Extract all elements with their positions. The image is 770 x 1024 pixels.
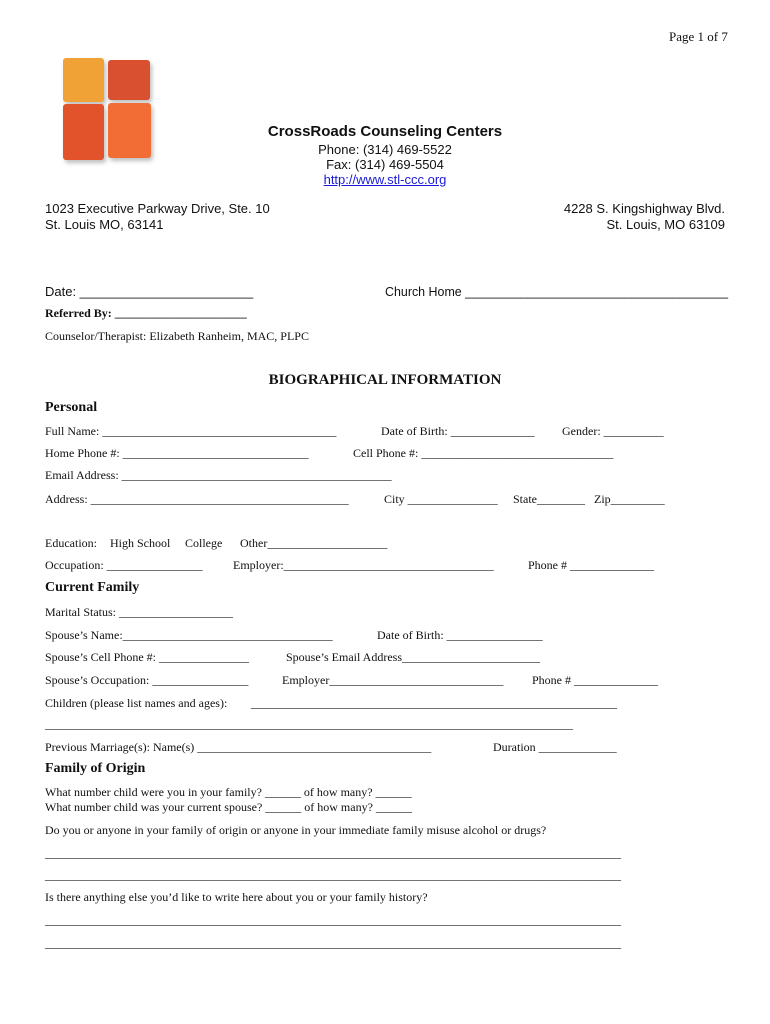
spouse-cell-phone-field[interactable]: Spouse’s Cell Phone #: _______________ [45, 650, 250, 664]
spouse-phone-field[interactable]: Phone # ______________ [532, 673, 658, 687]
education-other-field[interactable]: Other____________________ [240, 536, 388, 550]
logo-tile-red [108, 60, 150, 100]
zip-field[interactable]: Zip_________ [594, 492, 665, 506]
child-number-spouse-field[interactable]: What number child was your current spouse? ______ of how many? ______ [45, 800, 412, 814]
family-history-question: Is there anything else you’d like to write here about you or your family history? [45, 890, 428, 904]
church-home-field[interactable]: Church Home ______________________________________ [385, 284, 729, 299]
alcohol-question: Do you or anyone in your family of origin or anyone in your immediate family misuse alcohol or drugs? [45, 823, 547, 837]
personal-heading: Personal [45, 400, 98, 415]
address-field[interactable]: Address: ___________________________________________ [45, 492, 349, 506]
spouse-employer-field[interactable]: Employer_____________________________ [282, 673, 504, 687]
office-address-left-line2: St. Louis MO, 63141 [45, 217, 164, 232]
page-number: Page 1 of 7 [669, 29, 728, 44]
counselor-label: Counselor/Therapist: Elizabeth Ranheim, MAC, PLPC [45, 329, 309, 343]
current-family-heading: Current Family [45, 580, 140, 595]
education-label: Education: [45, 536, 97, 550]
previous-marriages-field[interactable]: Previous Marriage(s): Name(s) _______________________________________ [45, 740, 432, 754]
company-phone: Phone: (314) 469-5522 [318, 142, 452, 157]
spouse-occupation-field[interactable]: Spouse’s Occupation: ________________ [45, 673, 249, 687]
family-history-line1[interactable]: ________________________________________________________________________________________________ [45, 913, 621, 927]
cell-phone-field[interactable]: Cell Phone #: ________________________________ [353, 446, 614, 460]
office-address-left-line1: 1023 Executive Parkway Drive, Ste. 10 [45, 201, 270, 216]
referred-by-field[interactable]: Referred By: ______________________ [45, 306, 247, 320]
spouse-name-field[interactable]: Spouse’s Name:___________________________________ [45, 628, 333, 642]
company-website-link[interactable]: http://www.stl-ccc.org [323, 172, 447, 187]
children-field-line2[interactable]: ________________________________________________________________________________________ [45, 717, 573, 731]
state-field[interactable]: State________ [513, 492, 585, 506]
office-address-left [45, 201, 270, 233]
spouse-email-field[interactable]: Spouse’s Email Address_______________________ [286, 650, 540, 664]
employer-field[interactable]: Employer:___________________________________ [233, 558, 494, 572]
gender-field[interactable]: Gender: __________ [562, 424, 664, 438]
family-of-origin-heading: Family of Origin [45, 761, 146, 776]
office-address-right-line1: 4228 S. Kingshighway Blvd. [563, 201, 725, 216]
logo-tile-orange [63, 58, 104, 102]
date-of-birth-field[interactable]: Date of Birth: ______________ [381, 424, 535, 438]
family-history-line2[interactable]: ________________________________________________________________________________________________ [45, 936, 621, 950]
home-phone-field[interactable]: Home Phone #: _______________________________ [45, 446, 309, 460]
occupation-field[interactable]: Occupation: ________________ [45, 558, 203, 572]
alcohol-answer-line1[interactable]: ________________________________________________________________________________________________ [45, 846, 621, 860]
work-phone-field[interactable]: Phone # ______________ [528, 558, 654, 572]
alcohol-answer-line2[interactable]: ________________________________________________________________________________________________ [45, 868, 621, 882]
child-number-you-field[interactable]: What number child were you in your family? ______ of how many? ______ [45, 785, 412, 799]
company-name: CrossRoads Counseling Centers [267, 123, 503, 140]
children-field-line1[interactable]: _____________________________________________________________ [251, 696, 617, 710]
page-title: BIOGRAPHICAL INFORMATION [268, 372, 502, 388]
office-address-right [564, 201, 725, 233]
marital-status-field[interactable]: Marital Status: ___________________ [45, 605, 233, 619]
company-fax: Fax: (314) 469-5504 [326, 157, 444, 172]
children-label: Children (please list names and ages): [45, 696, 228, 710]
city-field[interactable]: City _______________ [384, 492, 498, 506]
full-name-field[interactable]: Full Name: _______________________________________ [45, 424, 337, 438]
office-address-right-line2: St. Louis, MO 63109 [606, 217, 725, 232]
spouse-date-of-birth-field[interactable]: Date of Birth: ________________ [377, 628, 543, 642]
education-option-college[interactable]: College [185, 536, 223, 550]
duration-field[interactable]: Duration _____________ [493, 740, 617, 754]
date-field[interactable]: Date: ________________________ [45, 284, 254, 299]
email-field[interactable]: Email Address: _____________________________________________ [45, 468, 392, 482]
education-option-high-school[interactable]: High School [110, 536, 171, 550]
